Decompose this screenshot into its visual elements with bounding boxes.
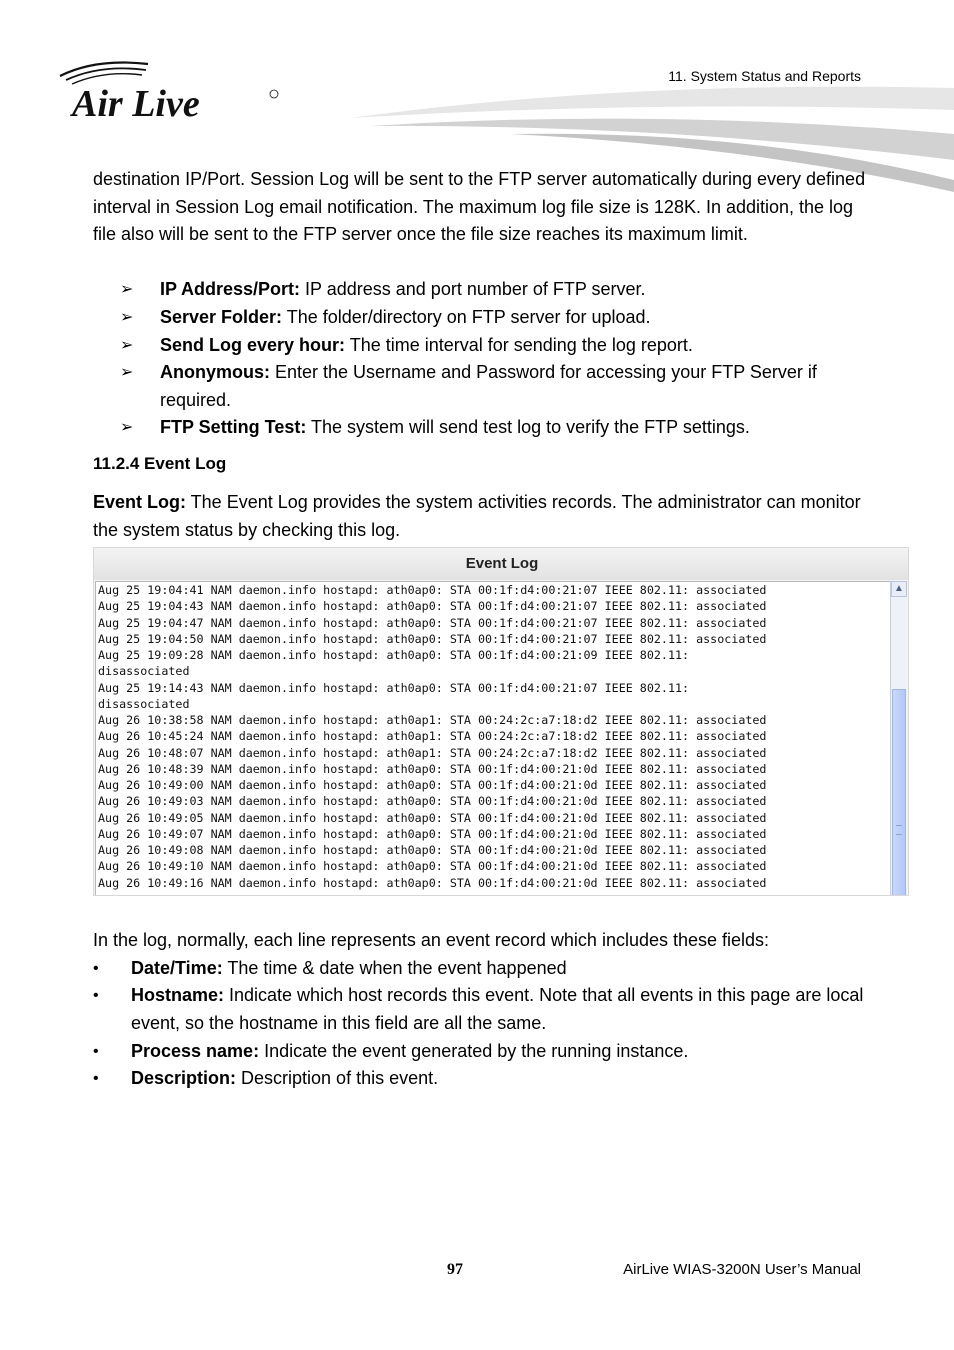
item-text: The folder/directory on FTP server for upload. — [282, 307, 651, 327]
log-line: Aug 25 19:04:47 NAM daemon.info hostapd: ath0ap0: STA 00:1f:d4:00:21:07 IEEE 802.11: associated — [98, 615, 767, 630]
item-term: Server Folder: — [160, 307, 283, 327]
arrow-bullet-icon: ➢ — [120, 364, 134, 381]
bullet-icon: • — [93, 960, 99, 977]
item-text: The time & date when the event happened — [222, 958, 567, 978]
item-text: Description of this event. — [236, 1068, 439, 1088]
section-header: 11. System Status and Reports — [668, 68, 861, 84]
log-line: disassociated — [98, 664, 190, 679]
arrow-bullet-icon: ➢ — [120, 419, 134, 436]
item-term: Hostname: — [131, 985, 225, 1005]
event-log-paragraph — [93, 489, 868, 544]
item-term: Process name: — [131, 1041, 260, 1061]
scroll-thumb[interactable] — [892, 689, 906, 896]
scroll-up-arrow-icon[interactable]: ▲ — [891, 581, 907, 597]
item-term: Description: — [131, 1068, 237, 1088]
arrow-bullet-icon: ➢ — [120, 281, 134, 298]
item-term: Date/Time: — [131, 958, 223, 978]
log-line: disassociated — [98, 696, 190, 711]
manual-title: AirLive WIAS-3200N User’s Manual — [623, 1261, 861, 1278]
log-line: Aug 26 10:38:58 NAM daemon.info hostapd: ath0ap1: STA 00:24:2c:a7:18:d2 IEEE 802.11: associated — [98, 713, 767, 727]
item-text: The system will send test log to verify the FTP settings. — [306, 417, 750, 437]
log-line: Aug 26 10:49:05 NAM daemon.info hostapd: ath0ap0: STA 00:1f:d4:00:21:0d IEEE 802.11: associated — [98, 810, 767, 825]
event-log-title: Event Log — [94, 548, 909, 580]
item-term: Anonymous: — [160, 362, 270, 382]
arrow-bullet-icon: ➢ — [120, 337, 134, 354]
grip-icon — [896, 825, 902, 835]
item-text: IP address and port number of FTP server. — [300, 279, 646, 299]
log-line: Aug 26 10:49:16 NAM daemon.info hostapd: ath0ap0: STA 00:1f:d4:00:21:0d IEEE 802.11: associated — [98, 875, 767, 890]
item-text: The time interval for sending the log report. — [345, 335, 693, 355]
arrow-bullet-icon: ➢ — [120, 309, 134, 326]
log-line: Aug 25 19:04:41 NAM daemon.info hostapd: ath0ap0: STA 00:1f:d4:00:21:07 IEEE 802.11: associated — [98, 583, 767, 597]
airlive-logo — [56, 56, 286, 122]
log-line: Aug 26 10:48:39 NAM daemon.info hostapd: ath0ap0: STA 00:1f:d4:00:21:0d IEEE 802.11: associated — [98, 761, 767, 776]
section-heading: 11.2.4 Event Log — [93, 454, 227, 473]
log-line: Aug 26 10:45:24 NAM daemon.info hostapd: ath0ap1: STA 00:24:2c:a7:18:d2 IEEE 802.11: associated — [98, 729, 767, 744]
fields-intro: In the log, normally, each line represents an event record which includes these fields: — [93, 930, 770, 950]
log-line: Aug 26 10:49:08 NAM daemon.info hostapd: ath0ap0: STA 00:1f:d4:00:21:0d IEEE 802.11: associated — [98, 843, 767, 857]
item-text: Indicate which host records this event. Note that all events in this page are local event, so the hostname in this field are all the same. — [131, 985, 864, 1033]
item-term: FTP Setting Test: — [160, 417, 307, 437]
item-text: Indicate the event generated by the running instance. — [259, 1041, 689, 1061]
event-log-panel — [93, 547, 909, 896]
log-line: Aug 26 10:49:00 NAM daemon.info hostapd: ath0ap0: STA 00:1f:d4:00:21:0d IEEE 802.11: associated — [98, 778, 767, 792]
log-scrollbar[interactable] — [890, 581, 907, 896]
log-line: Aug 25 19:09:28 NAM daemon.info hostapd: ath0ap0: STA 00:1f:d4:00:21:09 IEEE 802.11: — [98, 648, 690, 662]
paragraph-text: The Event Log provides the system activities records. The administrator can monitor the system status by checking this log. — [93, 492, 861, 540]
bullet-icon: • — [93, 1043, 99, 1060]
log-line: Aug 26 10:48:07 NAM daemon.info hostapd: ath0ap1: STA 00:24:2c:a7:18:d2 IEEE 802.11: associated — [98, 745, 767, 760]
intro-paragraph: destination IP/Port. Session Log will be sent to the FTP server automatically during every defined interval in Session Log email notification. The maximum log file size is 128K. In addition, the log file also will be sent to the FTP server once the file size reaches its maximum limit. — [93, 169, 866, 245]
log-line: Aug 26 10:49:07 NAM daemon.info hostapd: ath0ap0: STA 00:1f:d4:00:21:0d IEEE 802.11: associated — [98, 826, 767, 841]
bullet-icon: • — [93, 987, 99, 1004]
paragraph-term: Event Log: — [93, 492, 186, 512]
item-term: Send Log every hour: — [160, 335, 346, 355]
item-text: Enter the Username and Password for accessing your FTP Server if required. — [160, 362, 817, 410]
item-term: IP Address/Port: — [160, 279, 301, 299]
bullet-icon: • — [93, 1070, 99, 1087]
log-line: Aug 26 10:49:03 NAM daemon.info hostapd: ath0ap0: STA 00:1f:d4:00:21:0d IEEE 802.11: associated — [98, 794, 767, 809]
page-number: 97 — [447, 1261, 463, 1278]
log-line: Aug 25 19:04:43 NAM daemon.info hostapd: ath0ap0: STA 00:1f:d4:00:21:07 IEEE 802.11: associated — [98, 599, 767, 614]
log-line: Aug 26 10:49:10 NAM daemon.info hostapd: ath0ap0: STA 00:1f:d4:00:21:0d IEEE 802.11: associated — [98, 859, 767, 874]
log-line: Aug 25 19:04:50 NAM daemon.info hostapd: ath0ap0: STA 00:1f:d4:00:21:07 IEEE 802.11: associated — [98, 631, 767, 646]
log-line: Aug 25 19:14:43 NAM daemon.info hostapd: ath0ap0: STA 00:1f:d4:00:21:07 IEEE 802.11: — [98, 680, 690, 695]
svg-text:Air Live: Air Live — [72, 83, 200, 122]
event-log-textarea[interactable] — [95, 581, 891, 896]
